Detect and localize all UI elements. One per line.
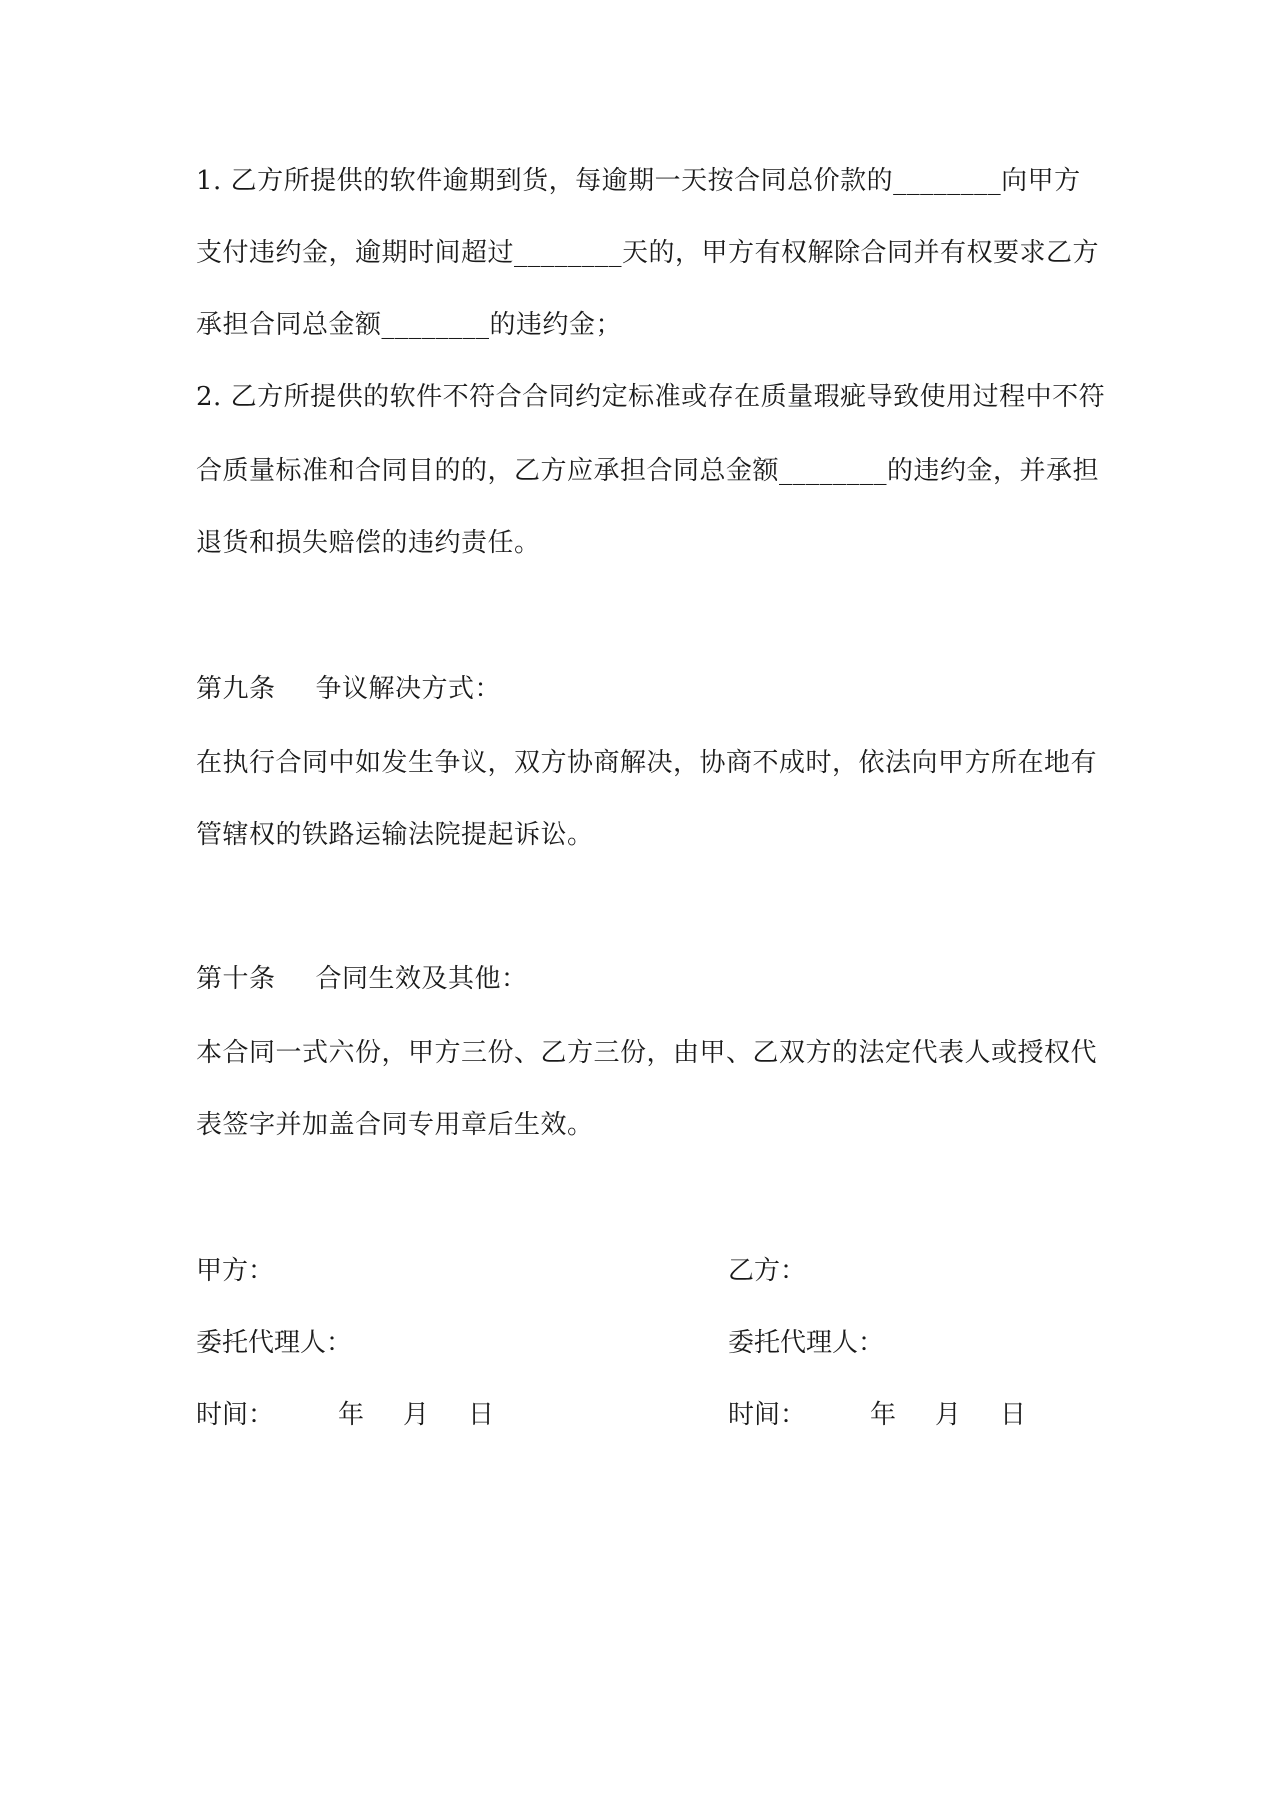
clause8-item2-line2: 合质量标准和合同目的的，乙方应承担合同总金额________的违约金，并承担	[196, 456, 1100, 486]
clause8-item2-line3: 退货和损失赔偿的违约责任。	[196, 528, 541, 558]
party-b-agent-label: 委托代理人：	[728, 1328, 885, 1358]
clause10-title: 合同生效及其他：	[315, 964, 528, 994]
party-a-month: 月	[403, 1400, 430, 1430]
clause9-number: 第九条	[196, 674, 276, 704]
clause9-title: 争议解决方式：	[315, 674, 502, 704]
party-a-label: 甲方：	[196, 1256, 275, 1286]
clause10-body-line2: 表签字并加盖合同专用章后生效。	[196, 1110, 594, 1140]
clause10-body-line1: 本合同一式六份，甲方三份、乙方三份，由甲、乙双方的法定代表人或授权代	[196, 1038, 1098, 1068]
party-a-time-label: 时间：	[196, 1400, 275, 1430]
party-a-year: 年	[338, 1400, 365, 1430]
party-b-label: 乙方：	[728, 1256, 807, 1286]
clause8-item2-line1: 2. 乙方所提供的软件不符合合同约定标准或存在质量瑕疵导致使用过程中不符	[196, 382, 1106, 412]
party-b-time-label: 时间：	[728, 1400, 807, 1430]
party-a-agent-label: 委托代理人：	[196, 1328, 353, 1358]
clause8-item1-line3: 承担合同总金额________的违约金；	[196, 310, 623, 340]
clause10-heading	[196, 962, 528, 996]
clause9-body-line2: 管辖权的铁路运输法院提起诉讼。	[196, 820, 594, 850]
clause9-body-line1: 在执行合同中如发生争议，双方协商解决，协商不成时，依法向甲方所在地有	[196, 748, 1098, 778]
party-b-day: 日	[1000, 1400, 1027, 1430]
clause9-heading	[196, 672, 501, 706]
clause8-item1-line1: 1. 乙方所提供的软件逾期到货，每逾期一天按合同总价款的________向甲方	[196, 166, 1081, 196]
party-a-day: 日	[468, 1400, 495, 1430]
clause10-number: 第十条	[196, 964, 276, 994]
party-b-year: 年	[870, 1400, 897, 1430]
party-b-month: 月	[935, 1400, 962, 1430]
clause8-item1-line2: 支付违约金，逾期时间超过________天的，甲方有权解除合同并有权要求乙方	[196, 238, 1100, 268]
